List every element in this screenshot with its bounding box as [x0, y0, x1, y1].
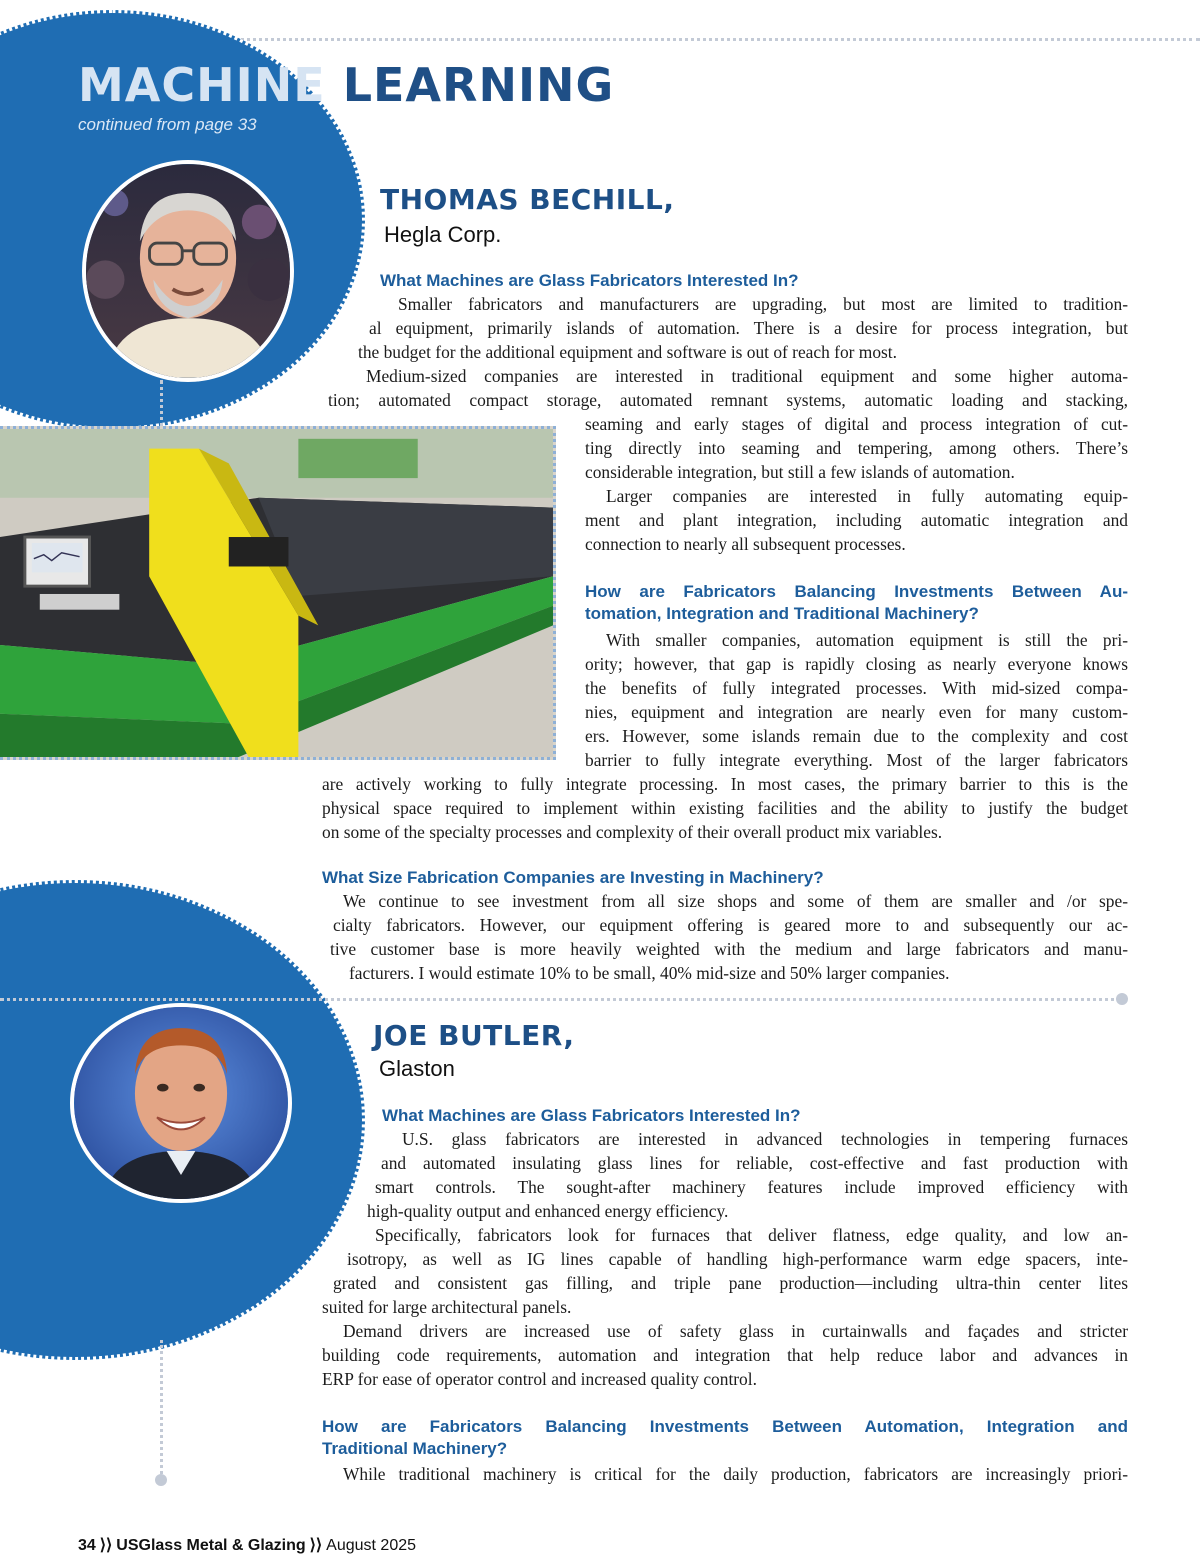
person1-q2-line-4: nies, equipment and integration are nearly even for many custom-: [585, 702, 1128, 722]
person1-q1-line-10: ment and plant integration, including automatic integration and: [585, 510, 1128, 530]
person1-q3-line-4: facturers. I would estimate 10% to be small, 40% mid-size and 50% larger companies.: [349, 963, 950, 983]
person1-q1-line-6: seaming and early stages of digital and process integration of cut-: [585, 414, 1128, 434]
issue-date: August 2025: [326, 1537, 417, 1554]
person1-question-1: What Machines are Glass Fabricators Interested In?: [380, 271, 799, 290]
person1-q2-line-3: the benefits of fully integrated processes. With mid-sized compa-: [585, 678, 1128, 698]
person1-q1-line-11: connection to nearly all subsequent processes.: [585, 534, 906, 554]
person2-q1-line-3: smart controls. The sought-after machinery features include improved efficiency with: [375, 1177, 1128, 1197]
person2-q1-line-2: and automated insulating glass lines for reliable, cost-effective and fast production with: [381, 1153, 1128, 1173]
title-word-learning: LEARNING: [342, 58, 615, 112]
avatar-thomas-bechill: [82, 160, 294, 382]
section-title: [78, 58, 615, 112]
page-footer: [78, 1535, 416, 1555]
person1-question-2-line-1: How are Fabricators Balancing Investments Between Au-: [585, 582, 1128, 601]
person1-q1-line-7: ting directly into seaming and tempering, among others. There’s: [585, 438, 1128, 458]
avatar-joe-butler: [70, 1003, 292, 1203]
person2-company: Glaston: [379, 1056, 455, 1081]
magazine-name: USGlass Metal & Glazing: [116, 1537, 306, 1554]
person1-question-2-line-2: tomation, Integration and Traditional Machinery?: [585, 604, 979, 623]
person1-q2-line-2: ority; however, that gap is rapidly closing as nearly everyone knows: [585, 654, 1128, 674]
chevron-icon: ⟩⟩: [99, 1537, 113, 1554]
person1-q3-line-2: cialty fabricators. However, our equipment offering is geared more to and subsequently our ac-: [333, 915, 1128, 935]
person2-q1-line-6: isotropy, as well as IG lines capable of handling high-performance warm edge spacers, inte-: [347, 1249, 1128, 1269]
person1-q1-line-1: Smaller fabricators and manufacturers are upgrading, but most are limited to tradition-: [398, 294, 1128, 314]
glass-cutting-machine-icon: [0, 429, 553, 757]
portrait-smiling-man-icon: [74, 1007, 288, 1199]
person1-q1-line-5: tion; automated compact storage, automated remnant systems, automatic loading and stacking,: [328, 390, 1128, 410]
portrait-man-glasses-icon: [86, 164, 290, 378]
bottom-rule-node: [155, 1474, 167, 1486]
person2-q1-line-1: U.S. glass fabricators are interested in advanced technologies in tempering furnaces: [402, 1129, 1128, 1149]
person1-q1-line-2: al equipment, primarily islands of automation. There is a desire for process integration, but: [369, 318, 1128, 338]
machine-photo: [0, 426, 556, 760]
top-dotted-rule: [150, 38, 1200, 41]
person2-q1-line-10: building code requirements, automation and integration that help reduce labor and advances in: [322, 1345, 1128, 1365]
continued-note: continued from page 33: [78, 115, 257, 134]
person2-q1-line-7: grated and consistent gas filling, and triple pane production—including ultra-thin center lites: [333, 1273, 1128, 1293]
person2-question-2-line-1: How are Fabricators Balancing Investments Between Automation, Integration and: [322, 1417, 1128, 1436]
person2-q1-line-4: high-quality output and enhanced energy efficiency.: [367, 1201, 729, 1221]
title-word-machine: MACHINE: [78, 58, 326, 112]
person1-company: Hegla Corp.: [384, 222, 502, 247]
person2-q1-line-8: suited for large architectural panels.: [322, 1297, 572, 1317]
person1-q3-line-1: We continue to see investment from all size shops and some of them are smaller and /or spe-: [343, 891, 1128, 911]
left-dotted-rule-2: [160, 1340, 163, 1480]
person2-question-2-line-2: Traditional Machinery?: [322, 1439, 508, 1458]
person1-q1-line-9: Larger companies are interested in fully automating equip-: [606, 486, 1128, 506]
chevron-icon-2: ⟩⟩: [309, 1537, 323, 1554]
page-number: 34: [78, 1537, 96, 1554]
middle-dotted-rule: [0, 998, 1122, 1001]
person2-name: JOE BUTLER,: [373, 1019, 575, 1052]
person1-q2-line-9: on some of the specialty processes and complexity of their overall product mix variables.: [322, 822, 943, 842]
person2-q1-line-11: ERP for ease of operator control and increased quality control.: [322, 1369, 757, 1389]
person1-q2-line-8: physical space required to implement within existing facilities and the ability to justify the budget: [322, 798, 1128, 818]
person1-q3-line-3: tive customer base is more heavily weighted with the medium and large fabricators and manu-: [330, 939, 1128, 959]
middle-rule-node: [1116, 993, 1128, 1005]
person1-question-3: What Size Fabrication Companies are Investing in Machinery?: [322, 868, 824, 887]
person1-name: THOMAS BECHILL,: [380, 183, 675, 216]
person2-q1-line-5: Specifically, fabricators look for furnaces that deliver flatness, edge quality, and low an-: [375, 1225, 1128, 1245]
person1-q2-line-5: ers. However, some islands remain due to the complexity and cost: [585, 726, 1128, 746]
person2-q1-line-9: Demand drivers are increased use of safety glass in curtainwalls and façades and stricter: [343, 1321, 1128, 1341]
person1-q1-line-8: considerable integration, but still a few islands of automation.: [585, 462, 1015, 482]
person2-q2-line-1: While traditional machinery is critical for the daily production, fabricators are increasingly priori-: [343, 1464, 1128, 1484]
person1-q2-line-7: are actively working to fully integrate processing. In most cases, the primary barrier to this is the: [322, 774, 1128, 794]
person1-q1-line-4: Medium-sized companies are interested in traditional equipment and some higher automa-: [366, 366, 1128, 386]
person1-q2-line-6: barrier to fully integrate everything. Most of the larger fabricators: [585, 750, 1128, 770]
person1-q1-line-3: the budget for the additional equipment and software is out of reach for most.: [358, 342, 897, 362]
person1-q2-line-1: With smaller companies, automation equipment is still the pri-: [606, 630, 1128, 650]
person2-question-1: What Machines are Glass Fabricators Interested In?: [382, 1106, 801, 1125]
